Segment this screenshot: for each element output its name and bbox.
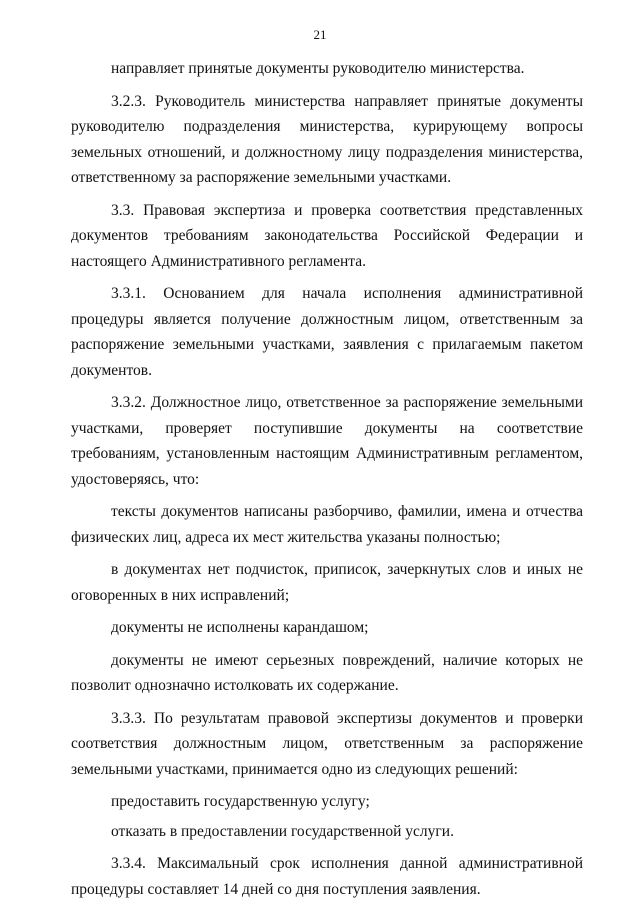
- paragraph: документы не имеют серьезных повреждений, наличие которых не позволит однозначно истолковать их содержание.: [71, 651, 583, 694]
- paragraph: отказать в предоставлении государственной услуги.: [111, 822, 454, 840]
- paragraph: 3.3. Правовая экспертиза и проверка соответствия представленных документов требованиям законодательства Российской Федерации и настоящего Административного регламента.: [71, 201, 583, 270]
- paragraph: документы не исполнены карандашом;: [111, 619, 369, 636]
- paragraph: 3.3.4. Максимальный срок исполнения данной административной процедуры составляет 14 дней со дня поступления заявления.: [71, 855, 583, 898]
- page-number: 21: [313, 27, 327, 42]
- paragraph: 3.3.1. Основанием для начала исполнения административной процедуры является получение должностным лицом, ответственным за распоряжение земельными участками, заявления с прилагаемым пакетом документов.: [71, 285, 583, 379]
- paragraph: направляет принятые документы руководителю министерства.: [111, 60, 525, 77]
- document-body: [71, 56, 583, 909]
- paragraph: тексты документов написаны разборчиво, фамилии, имена и отчества физических лиц, адреса их мест жительства указаны полностью;: [71, 503, 583, 546]
- paragraph: 3.3.2. Должностное лицо, ответственное за распоряжение земельными участками, проверяет поступившие документы на соответствие требованиям, установленным настоящим Административным регламентом, удостоверяясь, что:: [71, 394, 583, 488]
- paragraph: 3.3.3. По результатам правовой экспертизы документов и проверки соответствия должностным лицом, ответственным за распоряжение земельными участками, принимается одно из следующих решений:: [71, 709, 583, 778]
- paragraph: в документах нет подчисток, приписок, зачеркнутых слов и иных не оговоренных в них исправлений;: [71, 561, 583, 604]
- paragraph: 3.2.3. Руководитель министерства направляет принятые документы руководителю подразделения министерства, курирующему вопросы земельных отношений, и должностному лицу подразделения министерства, ответственному за распоряжение земельными участками.: [71, 92, 583, 186]
- paragraph: предоставить государственную услугу;: [111, 793, 370, 810]
